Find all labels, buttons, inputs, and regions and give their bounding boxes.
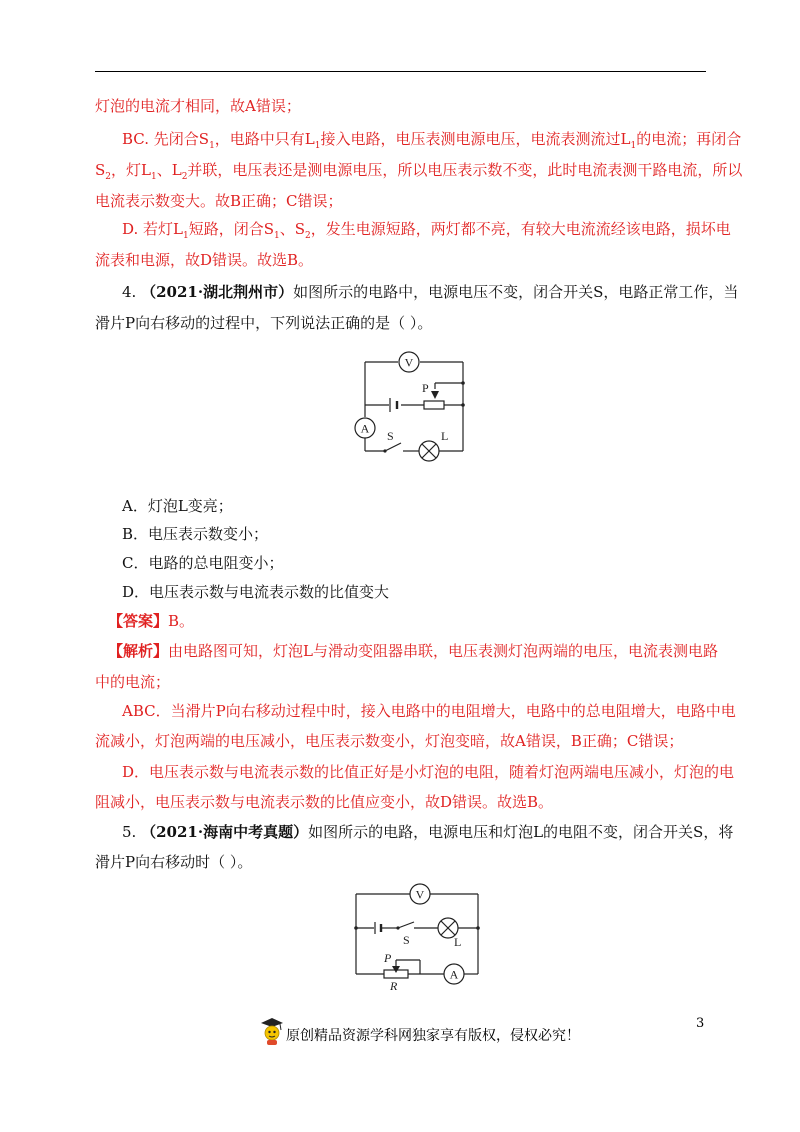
switch-icon <box>385 443 401 451</box>
slider-arrow-icon <box>431 391 439 399</box>
analysis-line-4: 流减小，灯泡两端的电压减小，电压表示数变小，灯泡变暗，故A错误，B正确；C错误； <box>95 732 684 750</box>
rheostat-label: R <box>390 979 398 992</box>
question-5-line-1: 5. （2021·海南中考真题）如图所示的电路，电源电压和灯泡L的电阻不变，闭合开关S，将 <box>122 823 734 841</box>
switch-label: S <box>387 429 394 443</box>
lamp-label: L <box>454 935 462 949</box>
analysis-line-6: 阻减小，电压表示数与电流表示数的比值应变小，故D错误。故选B。 <box>95 793 554 811</box>
explanation-line-5: D. 若灯$L_1$短路，闭合$S_1$、$S_2$，发生电源短路，两灯都不亮，有较大电流流经该电路，损坏电 <box>122 220 731 241</box>
footer-copyright: 原创精品资源学科网独家享有版权，侵权必究！ <box>286 1028 580 1044</box>
option-b: B．电压表示数变小； <box>122 525 269 543</box>
lamp-label: L <box>441 429 449 443</box>
question-4-source: （2021·湖北荆州市） <box>141 283 294 301</box>
answer-line: 【答案】B。 <box>108 612 195 630</box>
mascot-logo-icon <box>258 1016 286 1046</box>
ammeter-label: A <box>449 967 459 982</box>
explanation-line-6: 流表和电源，故D错误。故选B。 <box>95 251 314 269</box>
question-5-source: （2021·海南中考真题） <box>141 823 309 841</box>
page-number: 3 <box>696 1016 705 1031</box>
explanation-line-1: 灯泡的电流才相同，故A错误； <box>95 97 301 115</box>
ammeter-label: A <box>360 421 370 436</box>
answer-tag: 【答案】 <box>108 612 169 630</box>
header-rule <box>95 71 706 72</box>
explanation-line-3: $S_2$，灯$L_1$、$L_2$并联，电压表还是测电源电压，所以电压表示数不变，此时电流表测干路电流，所以 <box>95 161 743 182</box>
option-c: C．电路的总电阻变小； <box>122 554 284 572</box>
rheostat-icon <box>424 401 444 409</box>
voltmeter-label: V <box>404 355 414 370</box>
switch-icon <box>398 922 414 928</box>
option-d: D．电压表示数与电流表示数的比值变大 <box>122 583 390 601</box>
analysis-line-2: 中的电流； <box>95 673 171 691</box>
circuit-diagram-1 <box>345 345 475 465</box>
analysis-line-5: D．电压表示数与电流表示数的比值正好是小灯泡的电阻，随着灯泡两端电压减小，灯泡的电 <box>122 763 735 781</box>
slider-label: P <box>384 951 392 965</box>
slider-label: P <box>422 381 429 395</box>
explanation-line-4: 电流表示数变大。故B正确；C错误； <box>95 192 343 210</box>
option-a: A．灯泡L变亮； <box>122 497 233 515</box>
analysis-line-1: 【解析】由电路图可知，灯泡L与滑动变阻器串联，电压表测灯泡两端的电压，电流表测电路 <box>108 642 718 660</box>
circuit-diagram-2 <box>348 882 488 992</box>
analysis-line-3: ABC．当滑片P向右移动过程中时，接入电路中的电阻增大，电路中的总电阻增大，电路中电 <box>122 702 736 720</box>
question-5-line-2: 滑片P向右移动时（ ）。 <box>95 853 253 871</box>
analysis-tag: 【解析】 <box>108 642 169 660</box>
question-4-line-2: 滑片P向右移动的过程中，下列说法正确的是（ ）。 <box>95 314 433 332</box>
explanation-line-2: BC. 先闭合$S_1$，电路中只有$L_1$接入电路，电压表测电源电压，电流表测流过$L_1$的电流；再闭合 <box>122 130 742 151</box>
question-4-line-1: 4. （2021·湖北荆州市）如图所示的电路中，电源电压不变，闭合开关S，电路正常工作，当 <box>122 283 739 301</box>
switch-label: S <box>403 933 410 947</box>
voltmeter-label: V <box>415 887 425 902</box>
